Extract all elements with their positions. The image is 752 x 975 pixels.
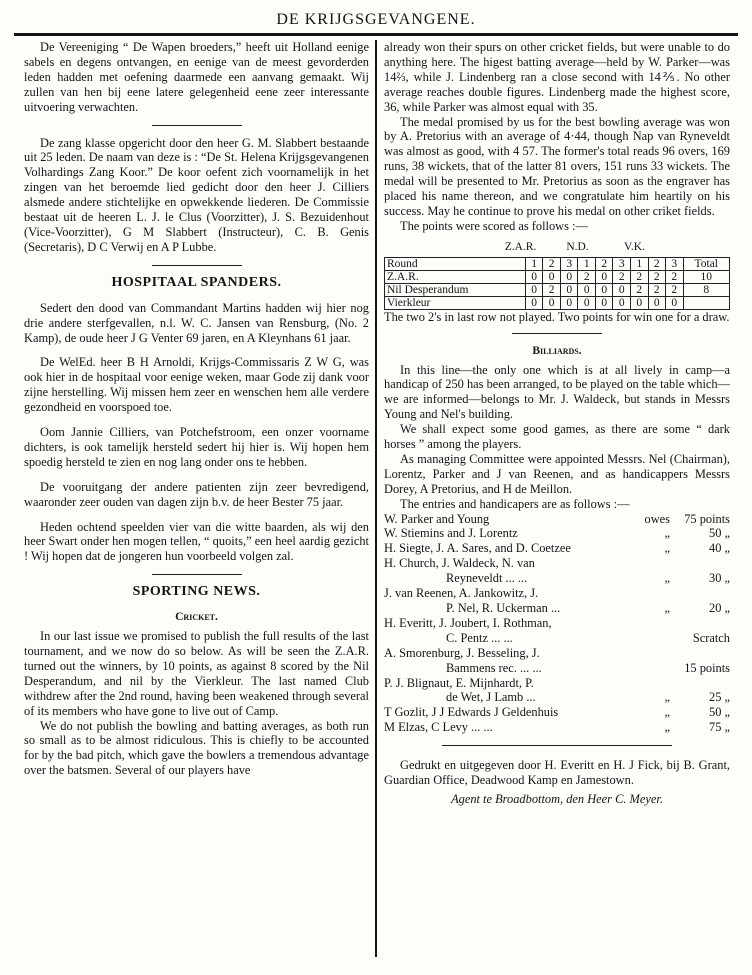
header-cell: 1	[631, 257, 649, 270]
entry-players: Bammens rec. ... ...	[446, 660, 542, 675]
hospital-deaths-paragraph: Sedert den dood van Commandant Martins hadden wij hier nog drie andere sterfgevallen, n.l. W. C. Jansen van Rensburg, (No. 2 Kamp), de oude heer J G Venter 69 jaren, en A Kleynhans 61 jaar.	[24, 300, 369, 345]
entry-players: P. Nel, R. Uckerman ...	[446, 601, 561, 615]
column-divider	[375, 40, 377, 957]
header-cell: Round	[385, 257, 526, 270]
score-cell: 0	[543, 296, 561, 309]
score-cell: 2	[578, 270, 596, 283]
entry-points	[670, 646, 730, 661]
score-cell: 0	[525, 270, 543, 283]
entry-row	[384, 571, 730, 586]
handicap-paragraph: In this line—the only one which is at all lively in camp—a handicap of 250 has been arranged, to be played on the table which—we are informed—belongs to Mr. J. Waldeck, but stands in Messrs Young and Nel's building.	[384, 362, 730, 422]
score-cell: 2	[613, 270, 631, 283]
entry-row	[384, 601, 730, 616]
masthead	[14, 6, 738, 36]
score-table	[384, 257, 730, 310]
entry-players: de Wet, J Lamb ...	[446, 690, 536, 705]
score-cell: 0	[666, 296, 684, 309]
entry-points	[670, 616, 730, 631]
separator	[152, 125, 242, 126]
entry-row	[384, 661, 730, 676]
group-label: Z.A.R.	[504, 240, 537, 253]
zang-klasse-paragraph: De zang klasse opgericht door den heer G. M. Slabbert bestaande uit 25 leden. De naam van deze is : “De St. Helena Krijgsgevangenen Volhardings Zang Koor.” De koor oefent zich voornamelijk in het zingen van het beroemde lied gedicht door den heer J. Cilliers alsmede andere stichtelijke en opwekkende liederen. De Commissie bestaat uit de heeren L. J. le Clus (Voorzitter), J. S. Bezuidenhout (Vice-Voorzitter), G M Slabbert (Instructeur), C. B. Genis (Secretaris), D C Verwij en A P Lubbe.	[24, 135, 369, 254]
score-cell: 0	[648, 296, 666, 309]
entry-owes: „	[664, 720, 670, 735]
separator	[442, 745, 672, 746]
header-cell: Total	[683, 257, 729, 270]
header-cell: 2	[543, 257, 561, 270]
entry-row	[384, 586, 730, 601]
score-cell: 0	[613, 296, 631, 309]
entry-points: Scratch	[692, 630, 730, 645]
score-cell: 0	[560, 270, 578, 283]
entry-owes	[624, 556, 670, 571]
score-cell: 0	[613, 283, 631, 296]
hospital-heading: HOSPITAAL SPANDERS.	[111, 274, 282, 290]
score-table-header-row	[385, 257, 730, 270]
entry-row	[384, 526, 730, 541]
entry-players: W. Stiemins and J. Lorentz	[384, 526, 518, 541]
team-name-cell: Nil Desperandum	[385, 283, 526, 296]
entry-row	[384, 616, 730, 631]
score-cell: 2	[543, 283, 561, 296]
separator	[152, 265, 242, 266]
entry-players: T Gozlit, J J Edwards J Geldenhuis	[384, 705, 559, 720]
entry-points	[670, 556, 730, 571]
score-table-group-header	[384, 240, 730, 255]
patients-paragraph: De vooruitgang der andere patienten zijn zeer bevredigend, waaronder zeer ouden van dagen zijn b.v. de heer Bester 75 jaar.	[24, 479, 369, 509]
entry-points: 20 „	[709, 601, 730, 615]
entry-row	[384, 720, 730, 735]
entry-points: 75 points	[684, 511, 730, 526]
entry-owes	[624, 661, 670, 676]
score-cell: 0	[578, 283, 596, 296]
entry-players: M Elzas, C Levy ... ...	[384, 720, 493, 735]
entry-owes: owes	[644, 511, 670, 526]
entry-points	[670, 676, 730, 691]
entry-points: 40 „	[709, 541, 730, 556]
committee-paragraph: As managing Committee were appointed Messrs. Nel (Chairman), Lorentz, Parker and J van Reenen, and as handicappers Messrs Dorey, A Pretorius, and H de Meillon.	[384, 451, 730, 496]
header-cell: 2	[648, 257, 666, 270]
entry-points: 75 „	[709, 720, 730, 735]
entry-players: H. Everitt, J. Joubert, I. Rothman,	[384, 615, 552, 630]
header-cell: 1	[578, 257, 596, 270]
entry-row	[384, 690, 730, 705]
cilliers-paragraph: Oom Jannie Cilliers, van Potchefstroom, een onzer voorname dichters, is ook tamelijk hersteld sedert hij hier is. Wij hopen hem spoedig hersteld te zien en nog lang onder ons te hebben.	[24, 425, 369, 469]
entry-points: 25 „	[709, 690, 730, 705]
entries-intro: The entries and handicapers are as follows :—	[400, 496, 630, 511]
entry-owes	[624, 646, 670, 661]
entry-owes: „	[664, 690, 670, 705]
score-cell: 0	[595, 296, 613, 309]
score-cell: 0	[543, 270, 561, 283]
score-cell: 0	[525, 296, 543, 309]
score-cell: 2	[666, 283, 684, 296]
sporting-news-heading: SPORTING NEWS.	[132, 584, 261, 600]
entry-owes: „	[664, 526, 670, 541]
entry-owes: „	[664, 601, 670, 615]
entry-owes	[624, 676, 670, 691]
entry-points: 50 „	[709, 526, 730, 541]
entry-players: A. Smorenburg, J. Besseling, J.	[384, 645, 540, 660]
score-cell: 2	[648, 270, 666, 283]
score-cell: 0	[578, 296, 596, 309]
score-table-row	[385, 283, 730, 296]
team-name-cell: Vierkleur	[385, 296, 526, 309]
score-cell: 2	[631, 270, 649, 283]
score-table-note: The two 2's in last row not played. Two points for win one for a draw.	[384, 309, 730, 324]
entry-row	[384, 556, 730, 571]
score-cell: 0	[595, 283, 613, 296]
entry-row	[384, 512, 730, 527]
score-cell: 2	[648, 283, 666, 296]
averages-paragraph: We do not publish the bowling and batting averages, as both run so small as to be almost ridiculous. This is chiefly to be accounted for by the bad pitch, which gave the bowlers a tremendous advantage over the batsmen. Several of our players have	[24, 718, 369, 778]
entry-points: 15 points	[684, 660, 730, 675]
score-cell: 0	[560, 283, 578, 296]
group-label: N.D.	[566, 240, 589, 253]
separator	[512, 333, 602, 334]
billiards-heading: Billiards.	[532, 344, 582, 357]
entry-players: H. Siegte, J. A. Sares, and D. Coetzee	[384, 541, 571, 556]
entry-owes	[624, 586, 670, 601]
entry-players: J. van Reenen, A. Jankowitz, J.	[384, 586, 539, 601]
header-cell: 1	[525, 257, 543, 270]
entries-list	[384, 512, 730, 736]
entry-players: P. J. Blignaut, E. Mijnhardt, P.	[384, 675, 534, 690]
score-cell: 0	[631, 296, 649, 309]
entry-owes: „	[664, 705, 670, 720]
right-column	[384, 40, 730, 969]
quoits-paragraph: Heden ochtend speelden vier van die witte baarden, als wij den heer Swart onder hen mogen tellen, “ quoits,” een heel aardig gezicht ! Wij hopen dat de jongeren hun voorbeeld volgen zal.	[24, 519, 369, 564]
team-name-cell: Z.A.R.	[385, 270, 526, 283]
cricket-subheading: Cricket.	[175, 611, 218, 624]
entry-players: C. Pentz ... ...	[446, 630, 513, 645]
entry-row	[384, 631, 730, 646]
entry-owes	[624, 631, 670, 646]
agent-line: Agent te Broadbottom, den Heer C. Meyer.	[451, 791, 663, 806]
score-cell: 0	[595, 270, 613, 283]
score-table-row	[385, 270, 730, 283]
averages-continued-paragraph: already won their spurs on other cricket fields, but were unable to do anything here. The higest batting average—held by W. Parker—was 14⅔, while J. Lindenberg ran a close second with 14⅖. No other average reaches double figures. Lindenberg made the highest score, 36, while Parker was almost equal with 35.	[384, 40, 730, 114]
entry-points: 30 „	[709, 571, 730, 586]
medal-paragraph: The medal promised by us for the best bowling average was won by A. Pretorius with an average of 4·44, though Nap van Ryneveldt was almost as good, with 4 57. The former's total reads 96 overs, 169 runs, 38 wickets, that of the latter 81 overs, 151 runs 33 wickets. The medal will be presented to Mr. Pretorius as soon as the engraver has placed his name thereon, and we congratulate him heartily on his success. May he continue to prove his medal on other criket fields.	[384, 114, 730, 218]
entry-row	[384, 646, 730, 661]
header-cell: 3	[560, 257, 578, 270]
entry-points	[670, 586, 730, 601]
entry-points: 50 „	[709, 705, 730, 720]
total-cell: 8	[683, 283, 729, 296]
entry-row	[384, 705, 730, 720]
header-cell: 3	[666, 257, 684, 270]
wapen-broeders-paragraph: De Vereeniging “ De Wapen broeders,” heeft uit Holland eenige sabels en degens ontvangen, en eenige van de meest gevorderden leden hadden met oefening daarmede een aanvang gemaakt. Wij zullen van hen bij eene latere gelegenheid eene zeer interessante uitvoering verwachten.	[24, 40, 369, 114]
points-intro: The points were scored as follows :—	[400, 218, 588, 233]
total-cell	[683, 296, 729, 309]
score-cell: 2	[666, 270, 684, 283]
entry-owes: „	[664, 541, 670, 556]
entry-players: Reyneveldt ... ...	[446, 571, 528, 586]
tournament-results-paragraph: In our last issue we promised to publish the full results of the last tournament, and we now do so below. As will be seen the Z.A.R. turned out the winners, by 10 points, as against 8 scored by the Nil Desperandum, and nil by the Vierkleur. The last named Club withdrew after the 2nd round, having been weakened through several of its members who have gone to live out of Camp.	[24, 629, 369, 718]
left-column	[24, 40, 369, 969]
score-cell: 0	[560, 296, 578, 309]
entry-row	[384, 676, 730, 691]
group-label: V.K.	[624, 240, 645, 253]
entry-owes: „	[664, 571, 670, 586]
header-cell: 3	[613, 257, 631, 270]
total-cell: 10	[683, 270, 729, 283]
separator	[152, 574, 242, 575]
score-cell: 0	[525, 283, 543, 296]
entry-owes	[624, 616, 670, 631]
newspaper-title: DE KRIJGSGEVANGENE.	[276, 11, 476, 28]
score-table-row	[385, 296, 730, 309]
dark-horses-paragraph: We shall expect some good games, as there are some “ dark horses ” among the players.	[384, 422, 730, 452]
entry-players: H. Church, J. Waldeck, N. van	[384, 556, 535, 571]
printer-imprint: Gedrukt en uitgegeven door H. Everitt en H. J Fick, bij B. Grant, Guardian Office, Deadwood Kamp en Jamestown.	[384, 758, 730, 788]
entry-row	[384, 541, 730, 556]
arnoldi-paragraph: De WelEd. heer B H Arnoldi, Krijgs-Commissaris Z W G, was ook hier in de hospitaal voor eenige weken, maar Gode zij dank voor zijne herstelling. Wij missen hem zeer en wenschen hem alle verdere gezondheid en voorspoed toe.	[24, 355, 369, 415]
entry-players: W. Parker and Young	[384, 511, 490, 526]
score-cell: 2	[631, 283, 649, 296]
header-cell: 2	[595, 257, 613, 270]
